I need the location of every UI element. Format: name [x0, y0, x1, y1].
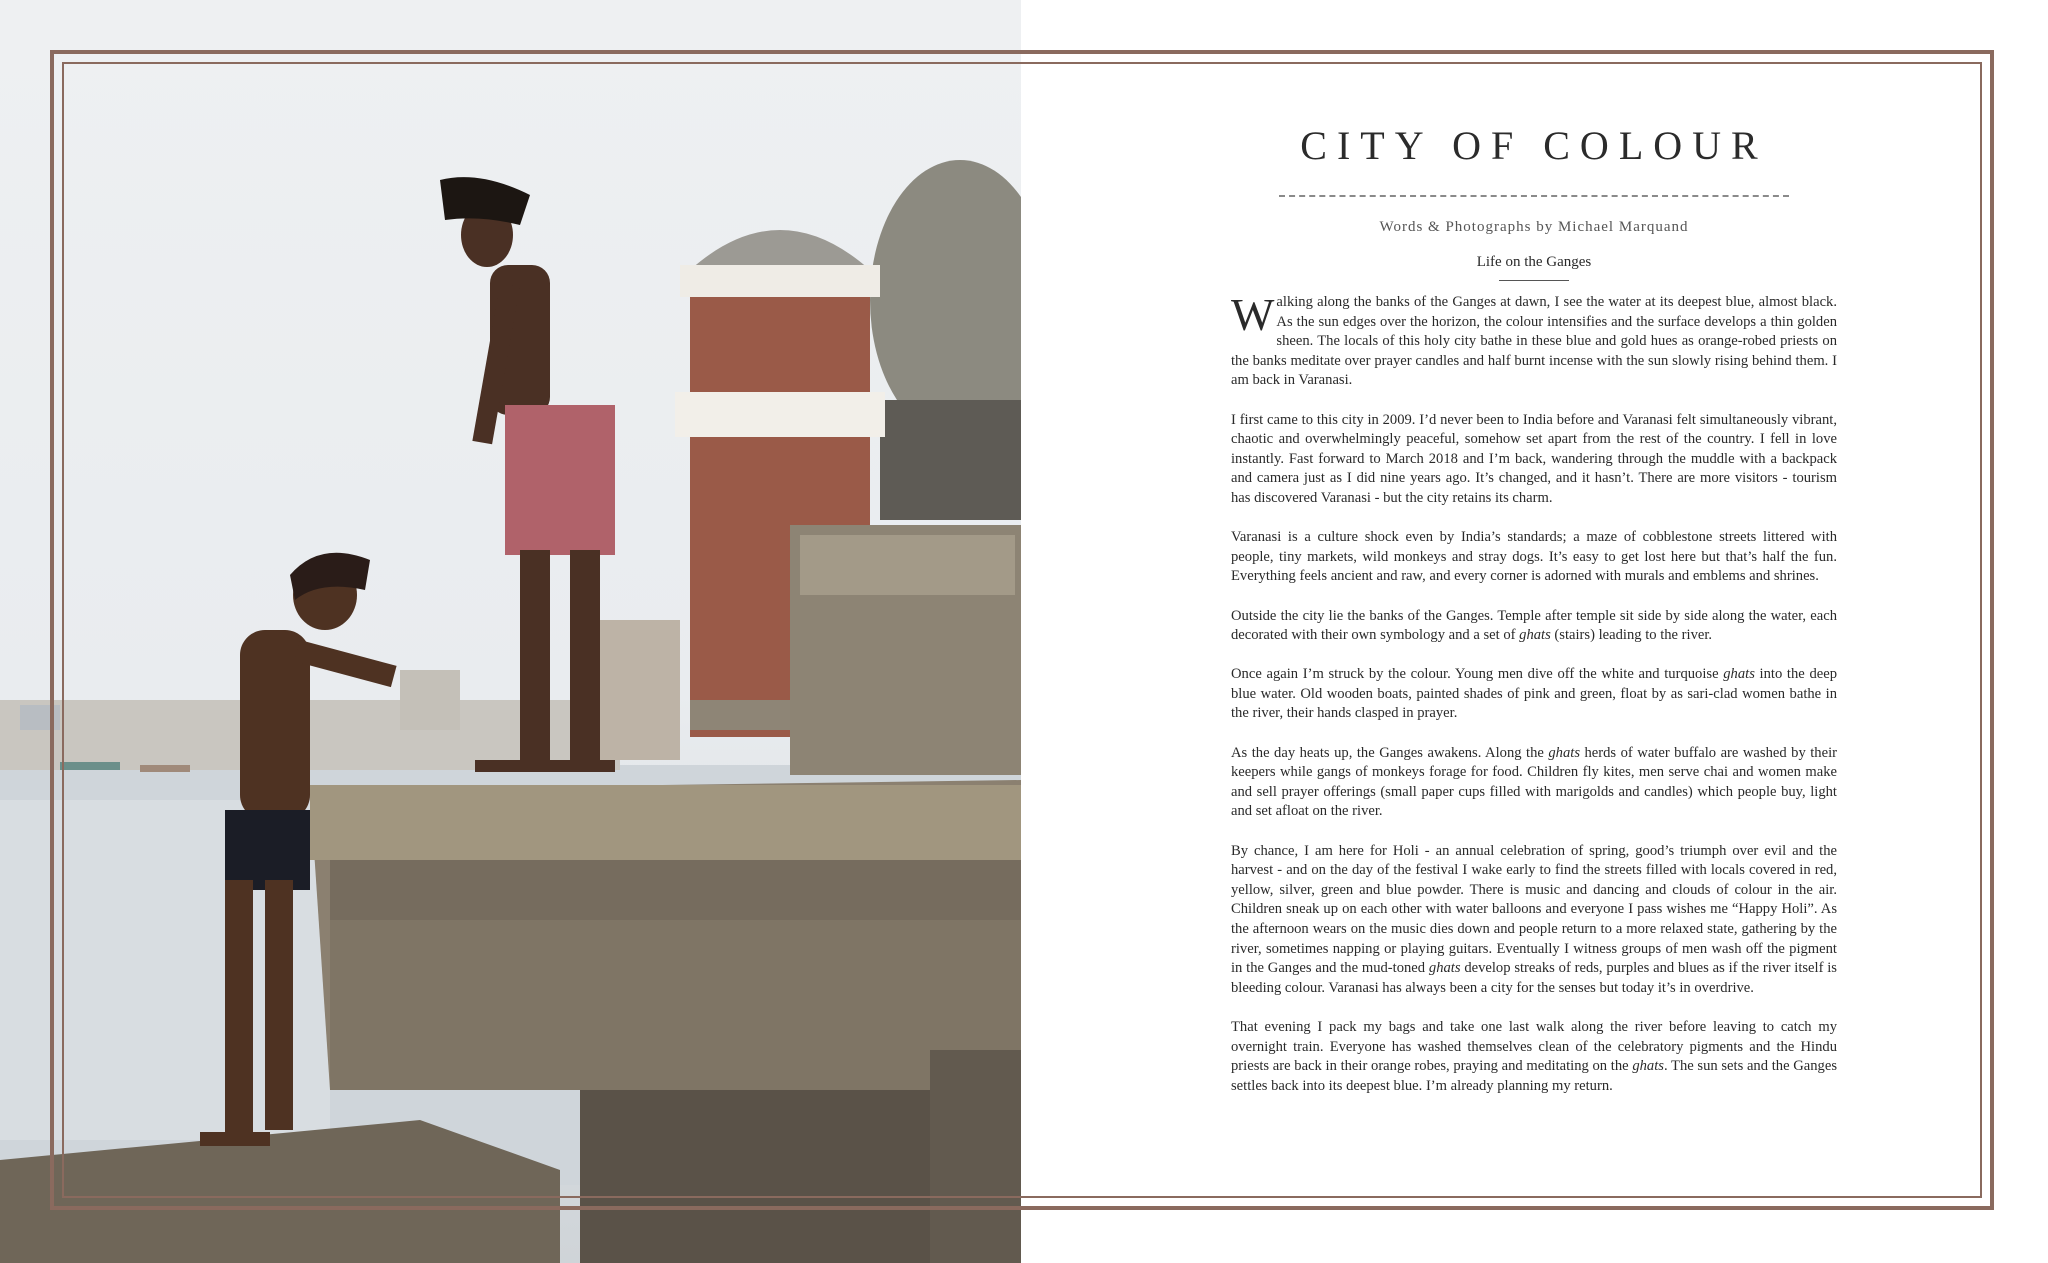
paragraph: As the day heats up, the Ganges awakens. Along the ghats herds of water buffalo are washed by their keepers while gangs of monkeys forage for food. Children fly kites, men serve chai and women make and sell prayer offerings (small paper cups filled with marigolds and candles) which people buy, light and set afloat on the river. — [1231, 744, 1837, 820]
tree — [870, 160, 1021, 440]
italic-term: ghats — [1428, 960, 1461, 977]
italic-term: ghats — [1632, 1058, 1664, 1075]
article-title: CITY OF COLOUR — [1300, 123, 1768, 168]
ganges-photograph — [0, 0, 1021, 1263]
paragraph: Once again I’m struck by the colour. Young men dive off the white and turquoise ghats into the deep blue water. Old wooden boats, painted shades of pink and green, float by as sari-clad women bathe in the river, their hands clasped in prayer. — [1231, 666, 1837, 722]
article-body — [1231, 289, 1838, 1096]
italic-term: ghats — [1723, 666, 1755, 683]
paragraph: Walking along the banks of the Ganges at dawn, I see the water at its deepest blue, almost black. As the sun edges over the horizon, the colour intensifies and the surface develops a thin golden sheen. The locals of this holy city bathe in these blue and gold hues as orange-robed priests on the banks meditate over prayer candles and half burnt incense with the sun slowly rising behind them. I am back in Varanasi. — [1231, 289, 1837, 389]
boat — [140, 765, 190, 772]
subtitle-rule — [1499, 280, 1569, 281]
tower-dome — [690, 230, 870, 270]
tower-band — [675, 392, 885, 437]
tower-cap — [680, 265, 880, 297]
section-subtitle: Life on the Ganges — [1476, 254, 1592, 270]
drop-cap: W — [1231, 289, 1275, 340]
standing-figure — [440, 177, 615, 772]
tower-upper — [690, 297, 870, 392]
boat — [60, 762, 120, 770]
italic-term: ghats — [1519, 627, 1551, 644]
italic-term: ghats — [1548, 744, 1580, 761]
byline: Words & Photographs by Michael Marquand — [1379, 219, 1689, 235]
paragraph: I first came to this city in 2009. I’d never been to India before and Varanasi felt simultaneously vibrant, chaotic and overwhelmingly peaceful, somehow set apart from the rest of the country. I fell in love instantly. Fast forward to March 2018 and I’m back, wandering through the muddle with a backpack and camera just as I did nine years ago. It’s changed, and it hasn’t. There are more visitors - tourism has discovered Varanasi - but the city retains its charm. — [1231, 411, 1837, 506]
photo-illustration — [0, 0, 1021, 1263]
paragraph: Outside the city lie the banks of the Ganges. Temple after temple sit side by side along the water, each decorated with their own symbology and a set of ghats (stairs) leading to the river. — [1231, 607, 1837, 644]
paragraph: Varanasi is a culture shock even by India’s standards; a maze of cobblestone streets littered with people, tiny markets, wild monkeys and stray dogs. It’s easy to get lost here but that’s half the fun. Everything feels ancient and raw, and every corner is adorned with murals and emblems and shrines. — [1231, 529, 1837, 585]
title-divider — [1279, 195, 1789, 197]
article-column — [1231, 110, 1837, 1116]
paragraph: By chance, I am here for Holi - an annual celebration of spring, good’s triumph over evil and the harvest - and on the day of the festival I wake early to find the streets filled with locals covered in red, yellow, silver, green and blue powder. There is music and dancing and clouds of colour in the air. Children sneak up on each other with water balloons and everyone I pass wishes me “Happy Holi”. As the afternoon wears on the music dies down and people return to a more relaxed state, gathering by the river, sometimes napping or playing guitars. Eventually I witness groups of men wash off the pigment in the Ganges and the mud-toned ghats develop streaks of reds, purples and blues as if the river itself is bleeding colour. Varanasi has always been a city for the senses but today it’s in overdrive. — [1231, 842, 1837, 996]
paragraph: That evening I pack my bags and take one last walk along the river before leaving to catch my overnight train. Everyone has washed themselves clean of the celebratory pigments and the Hindu priests are back in their orange robes, praying and meditating on the ghats. The sun sets and the Ganges settles back into its deepest blue. I’m already planning my return. — [1231, 1018, 1838, 1094]
